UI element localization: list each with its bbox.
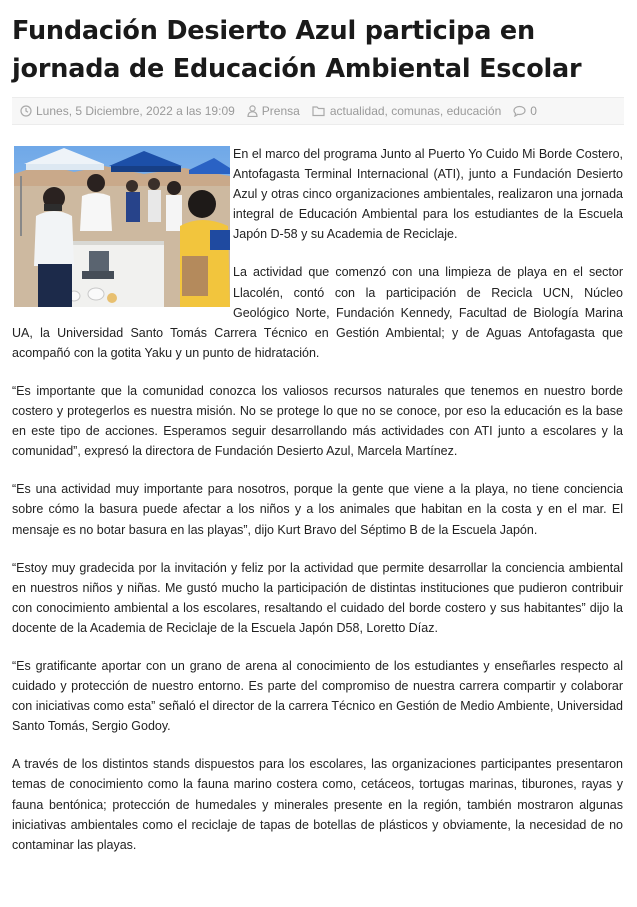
post-comments-count[interactable]: 0 bbox=[530, 104, 537, 118]
paragraph: En el marco del programa Junto al Puerto Yo Cuido Mi Borde Costero, Antofagasta Terminal Internacional (ATI), junto a Fundación Desierto Azul y otras cinco organizaciones ambientales, realizaron una jornada integral de Educación Ambiental para los estudiantes de la Escuela Japón D-58 y su Academia de Reciclaje. bbox=[233, 147, 623, 242]
paragraph: La actividad que comenzó con una limpieza de playa en el sector Llacolén, contó con la participación de Recicla UCN, Núcleo Geológico Norte, Fundación Kennedy, Facultad de Biología Marina UA, la Universidad Santo Tomás Carrera Técnico en Gestión Ambiental; y de Aguas Antofagasta que acompañó con la gotita Yaku y un punto de hidratación. bbox=[12, 265, 623, 360]
paragraph: “Es una actividad muy importante para nosotros, porque la gente que viene a la playa, no tiene conciencia sobre cómo la basura puede afectar a los niños y a los animales que habitan en la costa y en el mar. El mensaje es no botar basura en las playas”, dijo Kurt Bravo del Séptimo B de la Escuela Japón. bbox=[12, 482, 623, 537]
post-categories-links[interactable]: actualidad, comunas, educación bbox=[329, 104, 502, 118]
user-icon bbox=[247, 105, 258, 117]
article-title: Fundación Desierto Azul participa en jornada de Educación Ambiental Escolar bbox=[12, 16, 582, 84]
post-author[interactable] bbox=[247, 104, 300, 118]
photo-float-spacer bbox=[12, 144, 233, 305]
clock-icon bbox=[20, 105, 32, 117]
paragraph: “Estoy muy gradecida por la invitación y feliz por la actividad que permite desarrollar la conciencia ambiental en nuestros niños y niñas. Me gustó mucho la participación de distintas instituciones que pudieron contribuir con conocimiento ambiental a los escolares, resaltando el cuidado del borde costero y sus habitantes” dijo la docente de la Academia de Reciclaje de la Escuela Japón D58, Loretto Díaz. bbox=[12, 560, 623, 635]
post-author-link[interactable]: Prensa bbox=[261, 104, 300, 118]
paragraph: “Es gratificante aportar con un grano de arena al conocimiento de los estudiantes y enseñarles respecto al cuidado y protección de nuestro entorno. Es parte del compromiso de nuestra carrera compartir y colaborar con iniciativas como esta” señaló el director de la carrera Técnico en Gestión de Medio Ambiente, Universidad Santo Tomás, Sergio Godoy. bbox=[12, 658, 623, 734]
post-categories[interactable] bbox=[312, 104, 501, 118]
paragraph: A través de los distintos stands dispuestos para los escolares, las organizaciones participantes presentaron temas de conocimiento como la fauna marino costera como, cetáceos, tortugas marinas, tiburones, rayas y fauna bentónica; protección de humedales y minerales presente en la región, también mostraron algunas iniciativas ambientales como el reciclaje de tapas de botellas de plásticos y obviamente, la necesidad de no contaminar las playas. bbox=[12, 757, 623, 852]
paragraph: “Es importante que la comunidad conozca los valiosos recursos naturales que tenemos en nuestro borde costero y protegerlos es nuestra misión. No se protege lo que no se conoce, por eso la educación es la base en este tipo de acciones. Esperamos seguir desarrollando más actividades con ATI junto a escolares y la comunidad”, expresó la directora de Fundación Desierto Azul, Marcela Martínez. bbox=[12, 383, 623, 459]
comment-icon bbox=[513, 105, 526, 117]
folder-icon bbox=[312, 105, 326, 117]
post-date bbox=[20, 104, 235, 118]
post-meta-bar bbox=[12, 97, 624, 125]
post-comments[interactable] bbox=[513, 104, 537, 118]
article-body bbox=[12, 144, 623, 873]
post-date-text: Lunes, 5 Diciembre, 2022 a las 19:09 bbox=[36, 104, 235, 118]
